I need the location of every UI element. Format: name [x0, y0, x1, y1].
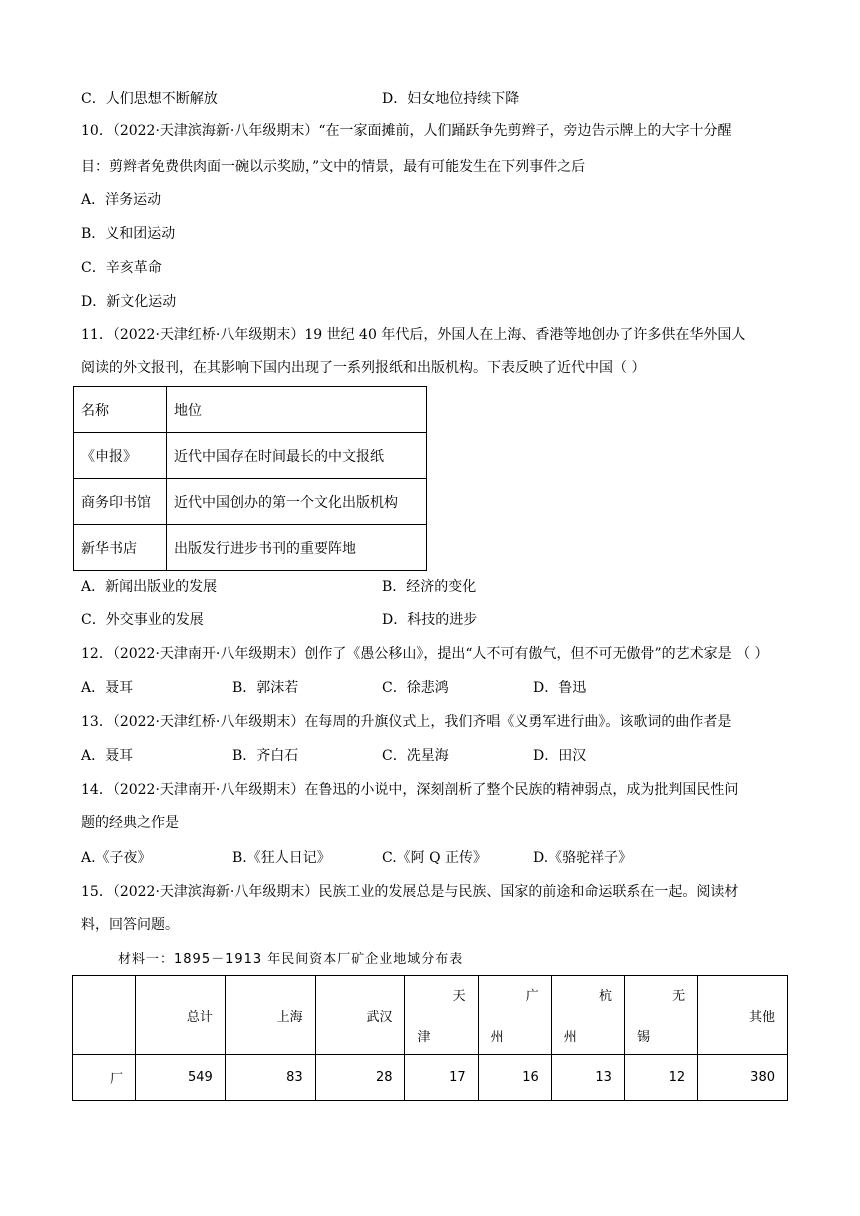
q10-option-b: B．义和团运动 — [81, 226, 176, 242]
q13-option-b: B．齐白石 — [232, 748, 299, 764]
header-part: 州 — [563, 1030, 577, 1045]
header-part: 津 — [417, 1030, 431, 1045]
q11-option-d: D．科技的进步 — [382, 612, 478, 628]
table-cell: 近代中国存在时间最长的中文报纸 — [167, 433, 427, 479]
table-header-cell: 其他 — [698, 976, 788, 1055]
q11-stem-line2: 阅读的外文报刊，在其影响下国内出现了一系列报纸和出版机构。下表反映了近代中国（ ） — [81, 360, 646, 376]
table-header-cell: 上海 — [225, 976, 315, 1055]
table-cell: 549 — [136, 1055, 226, 1101]
table-cell: 380 — [698, 1055, 788, 1101]
table-row — [73, 1055, 788, 1101]
q12-stem: 12．（2022·天津南开·八年级期末）创作了《愚公移山》，提出“人不可有傲气，但不可无傲骨”的艺术家是 （ ） — [81, 646, 769, 662]
table-row — [74, 479, 427, 525]
q12-option-b: B．郭沫若 — [232, 680, 299, 696]
q13-option-c: C．冼星海 — [382, 748, 449, 764]
q14-option-d: D.《骆驼祥子》 — [533, 850, 633, 866]
q14-option-a: A.《子夜》 — [81, 850, 152, 866]
header-part: 州 — [490, 1030, 504, 1045]
q13-stem: 13．（2022·天津红桥·八年级期末）在每周的升旗仪式上，我们齐唱《义勇军进行曲》。该歌词的曲作者是 — [81, 714, 732, 730]
table-row — [74, 433, 427, 479]
table-cell: 16 — [478, 1055, 551, 1101]
table-cell: 近代中国创办的第一个文化出版机构 — [167, 479, 427, 525]
q15-table-caption: 材料一：1895－1913 年民间资本厂矿企业地域分布表 — [118, 952, 464, 967]
q14-option-c: C.《阿 Q 正传》 — [382, 850, 488, 866]
table-header-cell: 武汉 — [315, 976, 405, 1055]
q14-option-b: B.《狂人日记》 — [232, 850, 331, 866]
table-cell: 新华书店 — [74, 525, 167, 571]
table-cell: 12 — [624, 1055, 697, 1101]
q9-option-c: C．人们思想不断解放 — [81, 91, 218, 107]
header-part: 天 — [452, 989, 466, 1004]
table-cell: 《申报》 — [74, 433, 167, 479]
table-header-cell: 地位 — [167, 387, 427, 433]
q12-option-a: A．聂耳 — [81, 680, 134, 696]
q13-option-a: A．聂耳 — [81, 748, 134, 764]
q10-option-d: D．新文化运动 — [81, 294, 177, 310]
q11-option-c: C．外交事业的发展 — [81, 612, 204, 628]
header-part: 杭 — [598, 989, 612, 1004]
table-header-cell — [551, 976, 624, 1055]
q15-stem-line2: 料，回答问题。 — [81, 917, 179, 933]
q12-option-c: C．徐悲鸿 — [382, 680, 449, 696]
q11-option-a: A．新闻出版业的发展 — [81, 579, 218, 595]
q13-option-d: D．田汉 — [533, 748, 587, 764]
table-cell: 厂 — [73, 1055, 136, 1101]
table-cell: 出版发行进步书刊的重要阵地 — [167, 525, 427, 571]
table-cell: 商务印书馆 — [74, 479, 167, 525]
q11-stem-line1: 11．（2022·天津红桥·八年级期末）19 世纪 40 年代后，外国人在上海、香港等地创办了许多供在华外国人 — [81, 327, 746, 343]
table-cell: 83 — [225, 1055, 315, 1101]
q9-option-d: D．妇女地位持续下降 — [382, 91, 520, 107]
table-cell: 17 — [405, 1055, 478, 1101]
table-header-cell: 名称 — [74, 387, 167, 433]
table-header-cell — [478, 976, 551, 1055]
header-part: 广 — [525, 989, 539, 1004]
q14-stem-line2: 题的经典之作是 — [81, 815, 179, 831]
q14-stem-line1: 14．（2022·天津南开·八年级期末）在鲁迅的小说中，深刻剖析了整个民族的精神弱点，成为批判国民性问 — [81, 782, 739, 798]
table-cell: 28 — [315, 1055, 405, 1101]
table-header-cell — [405, 976, 478, 1055]
table-row — [73, 976, 788, 1055]
q10-option-c: C．辛亥革命 — [81, 260, 162, 276]
table-header-cell: 总计 — [136, 976, 226, 1055]
q15-table — [72, 975, 788, 1101]
header-part: 锡 — [636, 1030, 650, 1045]
q12-option-d: D．鲁迅 — [533, 680, 587, 696]
header-part: 无 — [672, 989, 686, 1004]
q10-option-a: A．洋务运动 — [81, 192, 162, 208]
table-row — [74, 387, 427, 433]
table-row — [74, 525, 427, 571]
q10-stem-line1: 10．（2022·天津滨海新·八年级期末）“在一家面摊前，人们踊跃争先剪辫子，旁边告示牌上的大字十分醒 — [81, 123, 732, 139]
q11-option-b: B．经济的变化 — [382, 579, 477, 595]
table-header-cell — [624, 976, 697, 1055]
q11-table — [73, 386, 427, 571]
table-header-cell — [73, 976, 136, 1055]
q15-stem-line1: 15．（2022·天津滨海新·八年级期末）民族工业的发展总是与民族、国家的前途和命运联系在一起。阅读材 — [81, 884, 739, 900]
table-cell: 13 — [551, 1055, 624, 1101]
q10-stem-line2: 目：剪辫者免费供肉面一碗以示奖励，”文中的情景，最有可能发生在下列事件之后 — [81, 159, 586, 175]
